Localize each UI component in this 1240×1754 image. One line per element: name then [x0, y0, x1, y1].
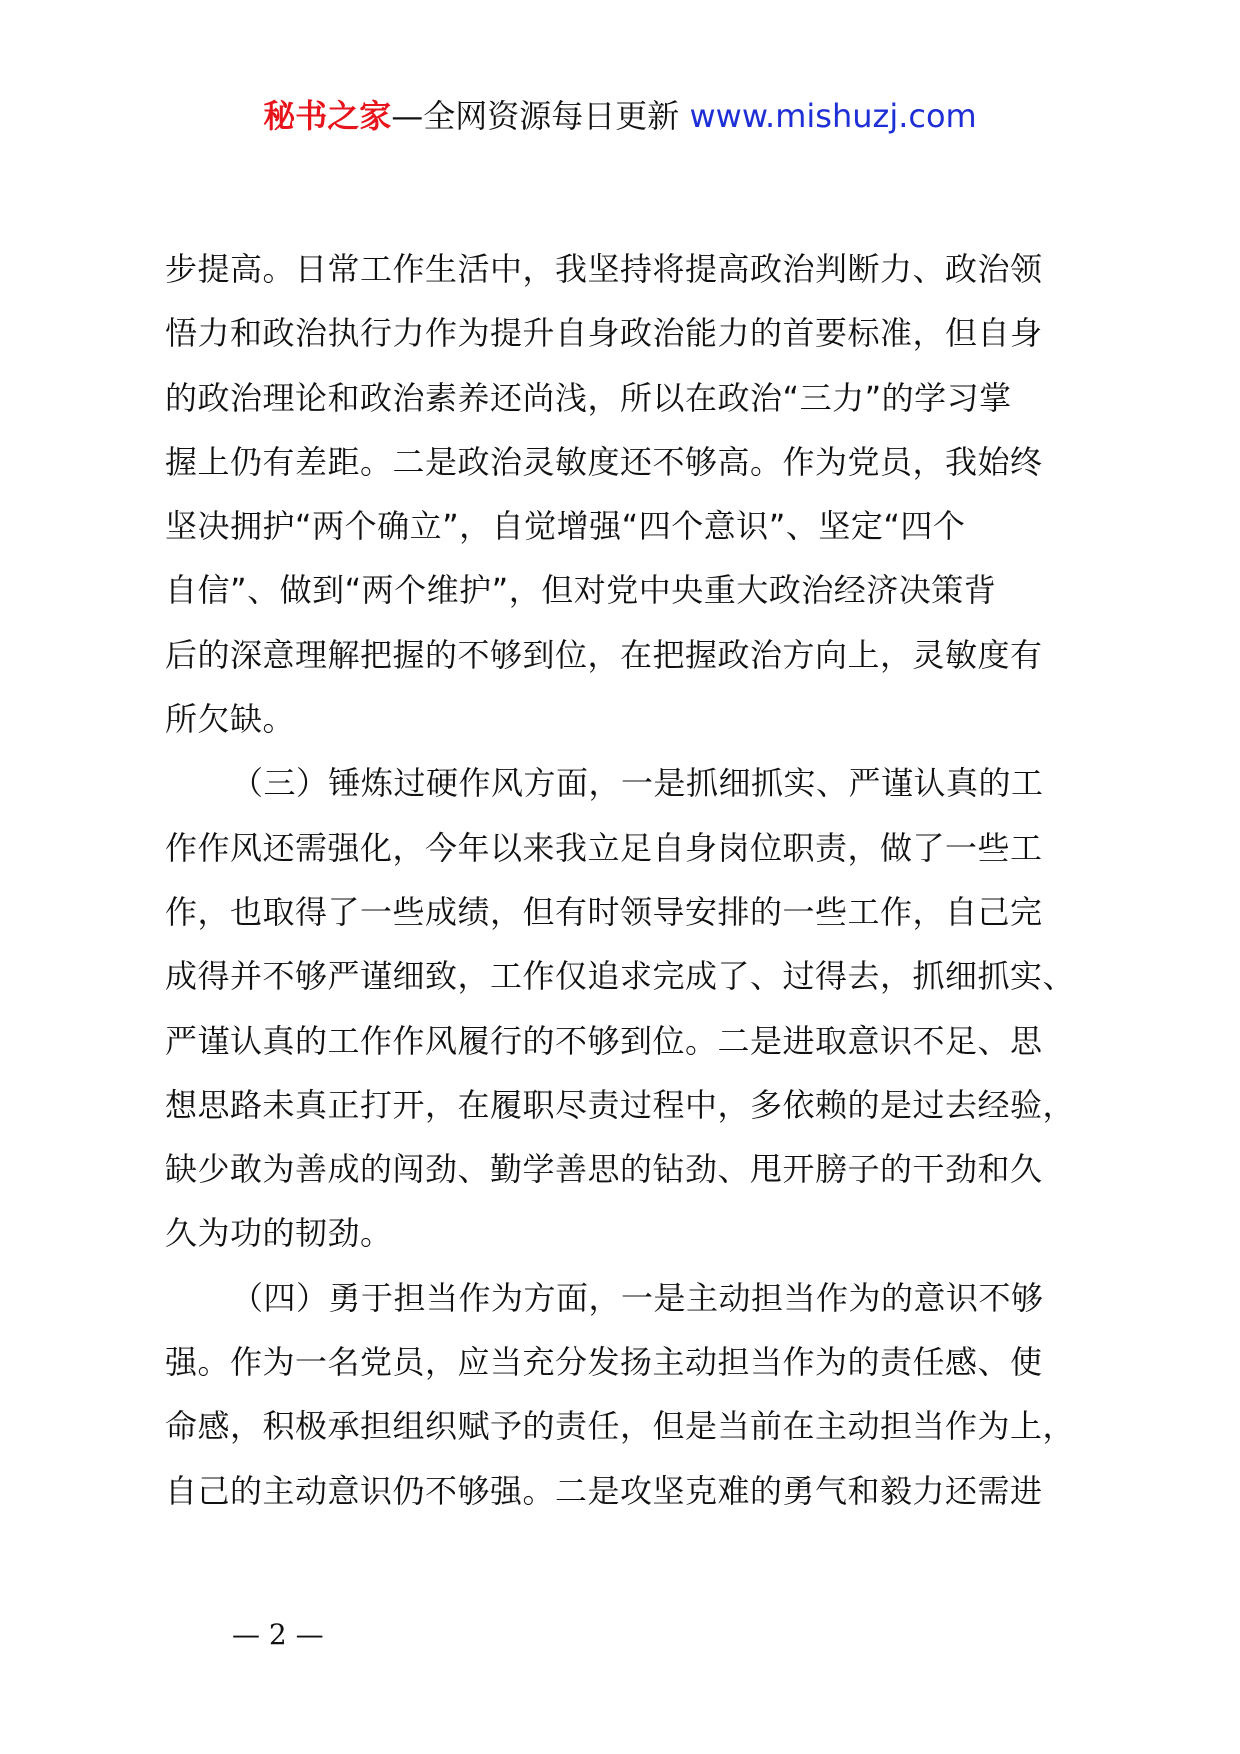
text-line: 成得并不够严谨细致，工作仅追求完成了、过得去，抓细抓实、 [165, 957, 1076, 996]
text-line: 作作风还需强化，今年以来我立足自身岗位职责，做了一些工 [165, 828, 1043, 867]
text-line: 自信”、做到“两个维护”，但对党中央重大政治经济决策背 [165, 571, 997, 610]
header-tagline: —全网资源每日更新 [391, 97, 690, 135]
text-line: 久为功的韧劲。 [165, 1214, 393, 1253]
text-line: 悟力和政治执行力作为提升自身政治能力的首要标准，但自身 [165, 314, 1043, 353]
text-line: 后的深意理解把握的不够到位，在把握政治方向上，灵敏度有 [165, 635, 1043, 674]
text-line: 想思路未真正打开，在履职尽责过程中，多依赖的是过去经验， [165, 1085, 1076, 1124]
text-line: 命感，积极承担组织赋予的责任，但是当前在主动担当作为上， [165, 1407, 1076, 1446]
document-body [165, 237, 1125, 1523]
text-line: 的政治理论和政治素养还尚浅，所以在政治“三力”的学习掌 [165, 378, 1012, 417]
text-line: 作，也取得了一些成绩，但有时领导安排的一些工作，自己完 [165, 892, 1043, 931]
text-line: 缺少敢为善成的闯劲、勤学善思的钻劲、甩开膀子的干劲和久 [165, 1150, 1043, 1189]
page-number: — 2 — [232, 1618, 324, 1651]
brand-name: 秘书之家 [263, 97, 392, 135]
section-3-first-line: （三）锤炼过硬作风方面，一是抓细抓实、严谨认真的工 [231, 764, 1044, 803]
text-line: 自己的主动意识仍不够强。二是攻坚克难的勇气和毅力还需进 [165, 1471, 1043, 1510]
site-url-link[interactable]: www.mishuzj.com [689, 97, 977, 135]
text-line: 握上仍有差距。二是政治灵敏度还不够高。作为党员，我始终 [165, 442, 1043, 481]
text-line: 严谨认真的工作作风履行的不够到位。二是进取意识不足、思 [165, 1021, 1043, 1060]
site-header [0, 96, 1240, 136]
text-line: 所欠缺。 [165, 700, 296, 739]
text-line: 步提高。日常工作生活中，我坚持将提高政治判断力、政治领 [165, 250, 1043, 288]
section-4-first-line: （四）勇于担当作为方面，一是主动担当作为的意识不够 [231, 1278, 1044, 1317]
text-line: 强。作为一名党员，应当充分发扬主动担当作为的责任感、使 [165, 1343, 1043, 1382]
text-line: 坚决拥护“两个确立”，自觉增强“四个意识”、坚定“四个 [165, 507, 966, 546]
